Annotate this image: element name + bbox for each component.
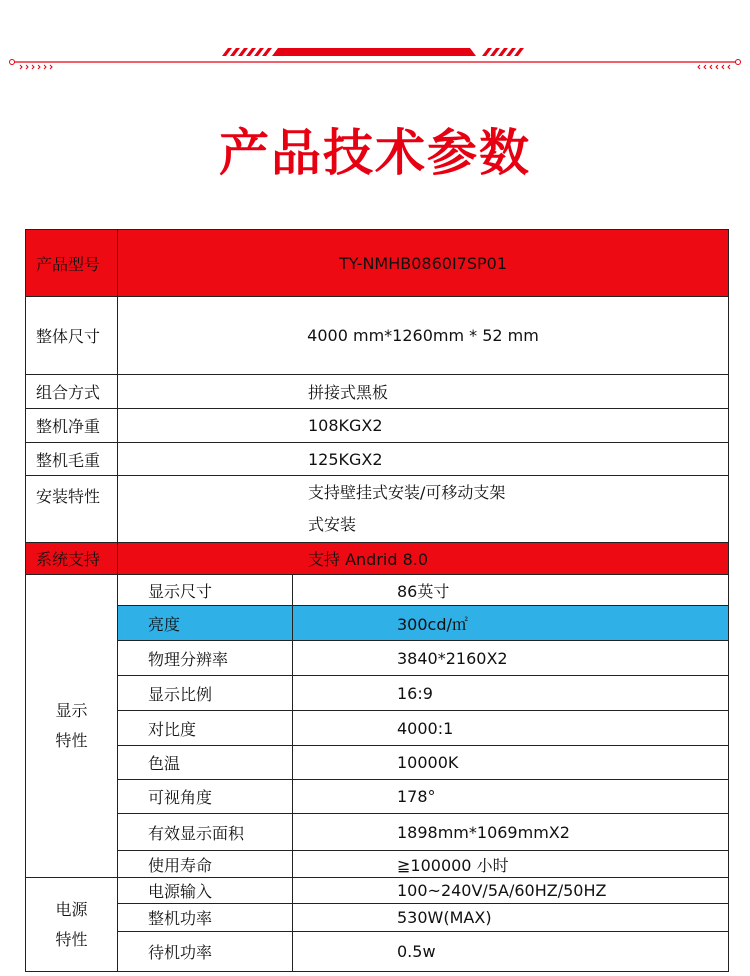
header-decoration — [0, 0, 750, 80]
sub-value: 530W(MAX) — [293, 904, 729, 932]
sub-value: 0.5w — [293, 932, 729, 972]
sub-value: 300cd/㎡ — [293, 606, 729, 641]
install-value — [118, 476, 729, 543]
table-row — [26, 297, 729, 375]
sub-label: 使用寿命 — [118, 851, 293, 878]
table-row — [26, 676, 729, 711]
row-label: 组合方式 — [26, 375, 118, 409]
row-label: 整机毛重 — [26, 443, 118, 476]
sub-label: 整机功率 — [118, 904, 293, 932]
sub-value: 16:9 — [293, 676, 729, 711]
row-value: 拼接式黑板 — [118, 375, 729, 409]
table-row — [26, 375, 729, 409]
sub-value: 3840*2160X2 — [293, 641, 729, 676]
row-label: 整机净重 — [26, 409, 118, 443]
sub-label: 电源输入 — [118, 878, 293, 904]
size-value: 4000 mm*1260mm * 52 mm — [118, 297, 729, 375]
install-value-line2: 式安装 — [308, 515, 357, 534]
table-row — [26, 746, 729, 780]
sub-value: 178° — [293, 780, 729, 814]
table-row — [26, 851, 729, 878]
sub-label: 有效显示面积 — [118, 814, 293, 851]
sub-label: 物理分辨率 — [118, 641, 293, 676]
spec-table — [25, 229, 729, 972]
sub-label: 色温 — [118, 746, 293, 780]
sub-value: 100~240V/5A/60HZ/50HZ — [293, 878, 729, 904]
row-label: 系统支持 — [26, 543, 118, 575]
table-row — [26, 711, 729, 746]
row-value: 125KGX2 — [118, 443, 729, 476]
table-row — [26, 543, 729, 575]
display-group-label: 显示 特性 — [26, 575, 118, 878]
sub-label: 对比度 — [118, 711, 293, 746]
table-row — [26, 230, 729, 297]
sub-label: 可视角度 — [118, 780, 293, 814]
install-value-line1: 支持壁挂式安装/可移动支架 — [308, 483, 506, 502]
sub-label: 显示比例 — [118, 676, 293, 711]
page-title: 产品技术参数 — [219, 124, 531, 182]
sub-value: 4000:1 — [293, 711, 729, 746]
table-row — [26, 780, 729, 814]
row-label: 整体尺寸 — [26, 297, 118, 375]
sub-label: 待机功率 — [118, 932, 293, 972]
table-row — [26, 443, 729, 476]
table-row — [26, 476, 729, 543]
table-row — [26, 641, 729, 676]
sub-value: 10000K — [293, 746, 729, 780]
sub-value: 1898mm*1069mmX2 — [293, 814, 729, 851]
sub-value: ≧100000 小时 — [293, 851, 729, 878]
table-row — [26, 814, 729, 851]
table-row — [26, 575, 729, 606]
sub-value: 86英寸 — [293, 575, 729, 606]
sub-label: 亮度 — [118, 606, 293, 641]
table-row — [26, 932, 729, 972]
row-value: 108KGX2 — [118, 409, 729, 443]
table-row — [26, 409, 729, 443]
row-label: 产品型号 — [26, 230, 118, 297]
table-row — [26, 904, 729, 932]
sub-label: 显示尺寸 — [118, 575, 293, 606]
row-label: 安装特性 — [26, 476, 118, 543]
table-row — [26, 878, 729, 904]
model-value: TY-NMHB0860I7SP01 — [118, 230, 729, 297]
table-row — [26, 606, 729, 641]
power-group-label: 电源 特性 — [26, 878, 118, 972]
row-value: 支持 Andrid 8.0 — [118, 543, 729, 575]
